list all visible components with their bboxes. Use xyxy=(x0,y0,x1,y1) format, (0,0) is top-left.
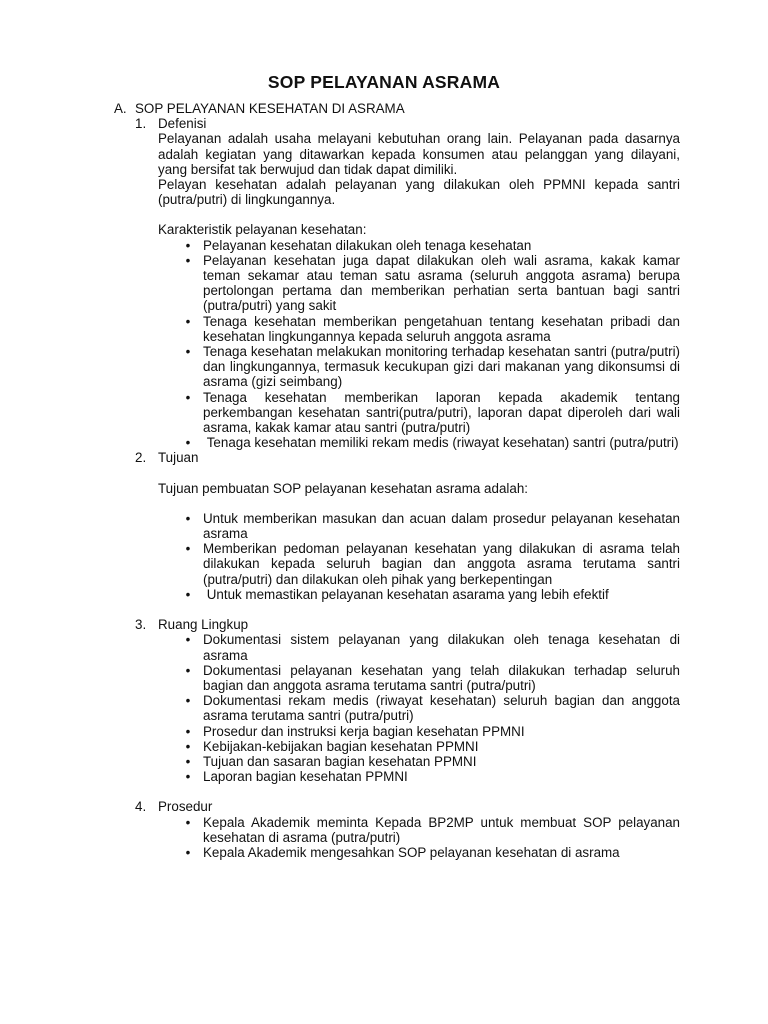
scope-list xyxy=(158,632,680,784)
list-item: • Kepala Akademik mengesahkan SOP pelayanan kesehatan di asrama xyxy=(158,845,680,860)
bullet-icon: • xyxy=(185,844,191,860)
list-item: • Pelayanan kesehatan juga dapat dilakukan oleh wali asrama, kakak kamar teman sekamar atau teman satu asrama (seluruh anggota asrama) berupa pertolongan pertama dan memberikan perhatian serta bantuan bagi santri (putra/putri) yang sakit xyxy=(158,253,680,314)
list-item: • Prosedur dan instruksi kerja bagian kesehatan PPMNI xyxy=(158,724,680,739)
item-defenisi xyxy=(135,116,680,450)
list-item: • Tujuan dan sasaran bagian kesehatan PPMNI xyxy=(158,754,680,769)
bullet-icon: • xyxy=(185,541,191,557)
list-item: • Untuk memberikan masukan dan acuan dalam prosedur pelayanan kesehatan asrama xyxy=(158,511,680,541)
section-a-content xyxy=(114,116,680,860)
bullet-icon: • xyxy=(185,586,191,602)
list-heading: Karakteristik pelayanan kesehatan: xyxy=(158,222,367,238)
section-a-marker: A. xyxy=(114,101,127,116)
item-ruang-lingkup xyxy=(135,617,680,784)
bullet-icon: • xyxy=(185,814,191,830)
document-title: SOP PELAYANAN ASRAMA xyxy=(267,72,501,92)
characteristics-list xyxy=(158,238,680,451)
bullet-icon: • xyxy=(185,723,191,739)
section-a-title: SOP PELAYANAN KESEHATAN DI ASRAMA xyxy=(135,101,405,116)
bullet-icon: • xyxy=(185,769,191,785)
item-heading: Prosedur xyxy=(158,799,213,815)
list-item: • Laporan bagian kesehatan PPMNI xyxy=(158,769,680,784)
purpose-list xyxy=(158,511,680,602)
item-number: 3. xyxy=(135,617,147,633)
item-prosedur xyxy=(135,799,680,860)
bullet-icon: • xyxy=(185,753,191,769)
list-item: • Tenaga kesehatan memberikan laporan kepada akademik tentang perkembangan kesehatan santri(putra/putri), laporan dapat diperoleh dari wali asrama, kakak kamar atau santri (putra/putri) xyxy=(158,390,680,436)
item-number: 2. xyxy=(135,450,147,466)
list-item: • Dokumentasi rekam medis (riwayat kesehatan) seluruh bagian dan anggota asrama terutama santri (putra/putri) xyxy=(158,693,680,723)
bullet-icon: • xyxy=(185,738,191,754)
document-body xyxy=(114,101,680,860)
bullet-icon: • xyxy=(185,435,191,451)
bullet-icon: • xyxy=(185,693,191,709)
list-item: • Dokumentasi pelayanan kesehatan yang telah dilakukan terhadap seluruh bagian dan anggota asrama terutama santri (putra/putri) xyxy=(158,663,680,693)
bullet-icon: • xyxy=(185,252,191,268)
item-tujuan xyxy=(135,450,680,602)
bullet-icon: • xyxy=(185,662,191,678)
bullet-icon: • xyxy=(185,510,191,526)
item-number: 1. xyxy=(135,116,147,132)
bullet-icon: • xyxy=(185,344,191,360)
bullet-icon: • xyxy=(185,389,191,405)
item-heading: Defenisi xyxy=(158,116,207,132)
list-item: • Pelayanan kesehatan dilakukan oleh tenaga kesehatan xyxy=(158,238,680,253)
bullet-icon: • xyxy=(185,237,191,253)
list-item: • Dokumentasi sistem pelayanan yang dilakukan oleh tenaga kesehatan di asrama xyxy=(158,632,680,662)
bullet-icon: • xyxy=(185,632,191,648)
item-heading: Ruang Lingkup xyxy=(158,617,249,633)
list-item: • Tenaga kesehatan melakukan monitoring terhadap kesehatan santri (putra/putri) dan lingkungannya, termasuk kecukupan gizi dari makanan yang dikonsumsi di asrama (gizi seimbang) xyxy=(158,344,680,390)
section-a-heading xyxy=(114,101,680,116)
list-item: • Memberikan pedoman pelayanan kesehatan yang dilakukan di asrama telah dilakukan kepada seluruh bagian dan anggota asrama terutama santri (putra/putri) dan dilakukan oleh pihak yang berkepentingan xyxy=(158,541,680,587)
list-item: • Tenaga kesehatan memiliki rekam medis (riwayat kesehatan) santri (putra/putri) xyxy=(158,435,680,450)
procedure-list xyxy=(158,815,680,861)
item-number: 4. xyxy=(135,799,147,815)
list-item: • Untuk memastikan pelayanan kesehatan asarama yang lebih efektif xyxy=(158,587,680,602)
bullet-icon: • xyxy=(185,313,191,329)
purpose-intro: Tujuan pembuatan SOP pelayanan kesehatan asrama adalah: xyxy=(158,480,528,496)
item-heading: Tujuan xyxy=(158,450,199,466)
list-item: • Tenaga kesehatan memberikan pengetahuan tentang kesehatan pribadi dan kesehatan lingkungannya kepada seluruh anggota asrama xyxy=(158,314,680,344)
definition-paragraph: Pelayan kesehatan adalah pelayanan yang dilakukan oleh PPMNI kepada santri (putra/putri) di lingkungannya. xyxy=(158,177,680,208)
definition-paragraph: Pelayanan adalah usaha melayani kebutuhan orang lain. Pelayanan pada dasarnya adalah kegiatan yang ditawarkan kepada konsumen atau pelanggan yang dilayani, yang bersifat tak berwujud dan tidak dapat dimiliki. xyxy=(158,131,680,177)
list-item: • Kebijakan-kebijakan bagian kesehatan PPMNI xyxy=(158,739,680,754)
list-item: • Kepala Akademik meminta Kepada BP2MP untuk membuat SOP pelayanan kesehatan di asrama (putra/putri) xyxy=(158,815,680,845)
